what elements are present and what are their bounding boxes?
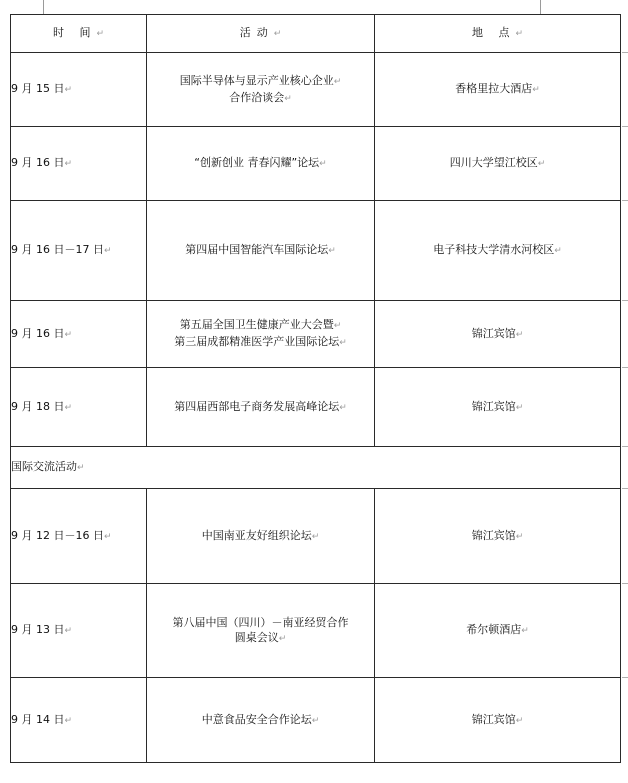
cell-activity: 中意食品安全合作论坛↵ — [147, 678, 375, 763]
row-end-mark — [622, 583, 628, 584]
row-end-mark — [622, 126, 628, 127]
cell-location: 锦江宾馆↵ — [375, 489, 621, 584]
table-row — [11, 584, 621, 678]
row-end-mark — [622, 367, 628, 368]
table-row — [11, 489, 621, 584]
cell-location: 锦江宾馆↵ — [375, 368, 621, 447]
cell-time: 9 月 14 日↵ — [11, 678, 147, 763]
cell-activity: “创新创业 青春闪耀”论坛↵ — [147, 127, 375, 201]
cell-activity: 中国南亚友好组织论坛↵ — [147, 489, 375, 584]
cell-location: 电子科技大学清水河校区↵ — [375, 201, 621, 301]
row-end-mark — [622, 446, 628, 447]
margin-corner-mark-left — [43, 0, 44, 14]
cell-time: 9 月 12 日－16 日↵ — [11, 489, 147, 584]
table-row — [11, 678, 621, 763]
header-time: 时 间↵ — [11, 15, 147, 53]
header-activity: 活动↵ — [147, 15, 375, 53]
table-row — [11, 53, 621, 127]
cell-location: 锦江宾馆↵ — [375, 301, 621, 368]
cell-location: 香格里拉大酒店↵ — [375, 53, 621, 127]
row-end-mark — [622, 52, 628, 53]
row-end-mark — [622, 300, 628, 301]
row-end-mark — [622, 488, 628, 489]
cell-location: 四川大学望江校区↵ — [375, 127, 621, 201]
event-schedule-table — [10, 14, 621, 763]
row-end-mark — [622, 200, 628, 201]
cell-time: 9 月 13 日↵ — [11, 584, 147, 678]
margin-corner-mark-right — [540, 0, 541, 14]
cell-activity: 第五届全国卫生健康产业大会暨↵ 第三届成都精准医学产业国际论坛↵ — [147, 301, 375, 368]
section-row — [11, 447, 621, 489]
cell-location: 希尔顿酒店↵ — [375, 584, 621, 678]
table-row — [11, 201, 621, 301]
cell-time: 9 月 16 日↵ — [11, 127, 147, 201]
cell-activity: 第八届中国（四川）－南亚经贸合作 圆桌会议↵ — [147, 584, 375, 678]
cell-activity: 第四届西部电子商务发展高峰论坛↵ — [147, 368, 375, 447]
table-row — [11, 127, 621, 201]
cell-time: 9 月 15 日↵ — [11, 53, 147, 127]
section-title: 国际交流活动↵ — [11, 447, 621, 489]
header-location: 地 点↵ — [375, 15, 621, 53]
cell-location: 锦江宾馆↵ — [375, 678, 621, 763]
table-row — [11, 368, 621, 447]
cell-activity: 第四届中国智能汽车国际论坛↵ — [147, 201, 375, 301]
cell-activity: 国际半导体与显示产业核心企业↵ 合作洽谈会↵ — [147, 53, 375, 127]
row-end-mark — [622, 677, 628, 678]
table-header-row — [11, 15, 621, 53]
cell-time: 9 月 18 日↵ — [11, 368, 147, 447]
cell-time: 9 月 16 日↵ — [11, 301, 147, 368]
table-row — [11, 301, 621, 368]
cell-time: 9 月 16 日－17 日↵ — [11, 201, 147, 301]
